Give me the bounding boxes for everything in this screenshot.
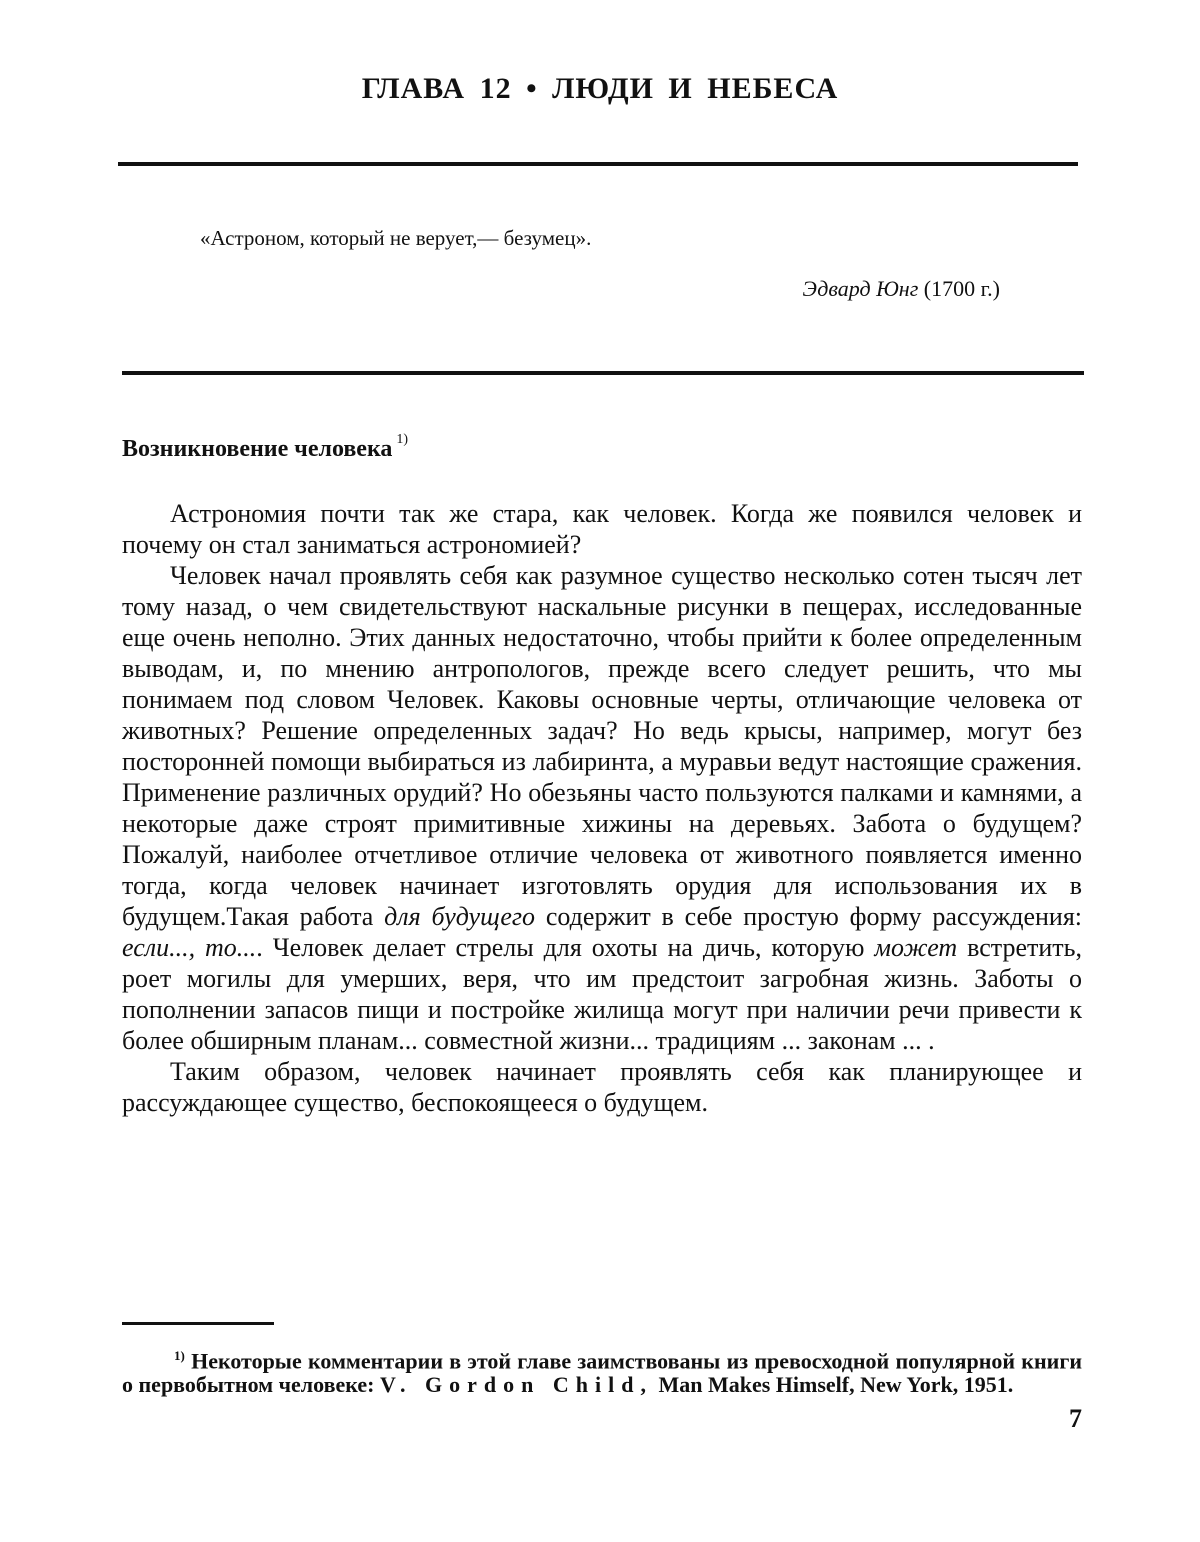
footnote — [122, 1344, 1082, 1397]
section-heading-text: Возникновение человека — [122, 436, 393, 462]
chapter-title: ГЛАВА 12 • ЛЮДИ И НЕБЕСА — [361, 72, 839, 105]
section-heading — [122, 432, 409, 463]
page-number: 7 — [1069, 1404, 1082, 1433]
paragraph-2-emphasis-2: если..., — [122, 933, 196, 962]
paragraph-3: Таким образом, человек начинает проявлять себя как планирующее и рассуждающее существо, беспокоящееся о будущем. — [122, 1057, 1082, 1117]
epigraph-author-year: (1700 г.) — [923, 276, 1000, 301]
footnote-text-part-1: Некоторые комментарии в этой главе заимствованы из превосходной популярной книги о первобытном человеке: — [122, 1348, 1083, 1398]
paragraph-2-part-3: . Человек делает стрелы для охоты на дичь, которую — [256, 933, 865, 962]
footnote-marker: 1) — [174, 1348, 185, 1363]
footnote-reference: 1) — [396, 432, 409, 447]
paragraph-2-emphasis-3: то... — [205, 933, 257, 962]
body-text — [122, 498, 1082, 1118]
epigraph-quote: «Астроном, который не верует,— безумец». — [200, 226, 592, 250]
epigraph-author-name: Эдвард Юнг — [802, 276, 919, 301]
paragraph-2-emphasis-4: может — [874, 933, 958, 962]
paragraph-2-emphasis-1: для будущего — [384, 902, 536, 931]
footnote-text-part-2: Man Makes Himself, New York, 1951. — [658, 1372, 1014, 1398]
paragraph-1: Астрономия почти так же стара, как человек. Когда же появился человек и почему он стал заниматься астрономией? — [122, 499, 1082, 559]
footnote-author: V. Gordon Child, — [379, 1372, 653, 1398]
paragraph-2-part-4: встретить, роет могилы для умерших, веря, что им предстоит загробная жизнь. Заботы о пополнении запасов пищи и постройке жилища могут при наличии речи привести к более обширным планам... совместной жизни... традициям ... законам ... . — [122, 933, 1083, 1055]
epigraph-author — [803, 276, 1001, 302]
bottom-divider — [122, 371, 1084, 375]
footnote-divider — [122, 1322, 274, 1325]
top-divider — [118, 162, 1078, 166]
paragraph-2-part-1: Человек начал проявлять себя как разумное существо несколько сотен тысяч лет тому назад, о чем свидетельствуют наскальные рисунки в пещерах, исследованные еще очень неполно. Этих данных недостаточно, чтобы прийти к более определенным выводам, и, по мнению антропологов, прежде всего следует решить, что мы понимаем под словом Человек. Каковы основные черты, отличающие человека от животных? Решение определенных задач? Но ведь крысы, например, могут без посторонней помощи выбираться из лабиринта, а муравьи ведут настоящие сражения. Применение различных орудий? Но обезьяны часто пользуются палками и камнями, а некоторые даже строят примитивные хижины на деревьях. Забота о будущем? Пожалуй, наиболее отчетливое отличие человека от животного появляется именно тогда, когда человек начинает изготовлять орудия для использования их в будущем.Такая работа — [122, 561, 1082, 931]
paragraph-2-part-2: содержит в себе простую форму рассуждения: — [545, 902, 1083, 931]
paragraph-2 — [122, 560, 1082, 1056]
